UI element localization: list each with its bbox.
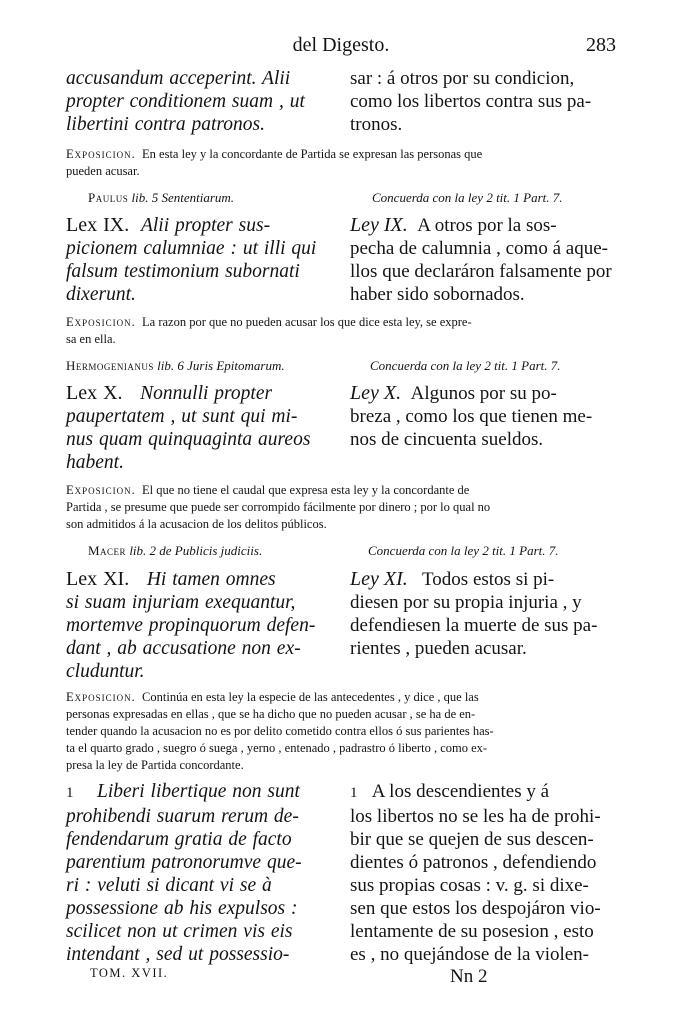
text-line: pueden acusar.: [66, 164, 140, 178]
latin-text-paragraph-1: 1 Liberi libertique non sunt prohibendi suarum rerum de- fendendarum gratia de facto parentium patronorumve que- ri : veluti si dicant vi se à possessione ab his expulsos : scilicet non ut crimen vis eis intendant , sed ut possessio-: [66, 780, 332, 966]
text-line: sen que estos los despojáron vio-: [350, 898, 601, 919]
text-line: intendant , sed ut possessio-: [66, 944, 290, 965]
spanish-text-ley-ix: Ley IX. A otros por la sos- pecha de calumnia , como á aque- llos que declaráron falsamente por haber sido sobornados.: [350, 214, 616, 306]
text-line: breza , como los que tienen me-: [350, 406, 593, 427]
text-line: prohibendi suarum rerum de-: [66, 806, 299, 827]
concordance-note: Concuerda con la ley 2 tit. 1 Part. 7.: [372, 190, 563, 205]
text-line: accusandum acceperint. Alii: [66, 68, 291, 89]
lex-number: Lex XI.: [66, 568, 130, 590]
page-number: 283: [586, 34, 616, 56]
text-line: picionem calumniae : ut illi qui: [66, 238, 317, 259]
text-line: pecha de calumnia , como á aque-: [350, 238, 608, 259]
text-line: La razon por que no pueden acusar los que dice esta ley, se expre-: [142, 315, 472, 329]
exposicion-note: [66, 314, 616, 348]
exposicion-note: [66, 482, 616, 533]
text-line: presa la ley de Partida concordante.: [66, 758, 244, 772]
exposicion-label: Exposicion.: [66, 690, 136, 704]
text-line: son admitidos á la acusacion de los delitos públicos.: [66, 517, 327, 531]
ley-number: Ley XI.: [350, 568, 408, 590]
source-citation: [88, 190, 354, 206]
text-line: bir que se quejen de sus descen-: [350, 829, 594, 850]
spanish-text-ley-xi: Ley XI. Todos estos si pi- diesen por su propia injuria , y defendiesen la muerte de sus pa- rientes , pueden acusar.: [350, 568, 616, 660]
source-author: Macer: [88, 543, 127, 558]
exposicion-label: Exposicion.: [66, 483, 136, 497]
text-line: habent.: [66, 452, 124, 473]
text-line: scilicet non ut crimen vis eis: [66, 921, 293, 942]
text-line: Continúa en esta ley la especie de las antecedentes , y dice , que las: [142, 690, 479, 704]
exposicion-label: Exposicion.: [66, 147, 136, 161]
ley-number: Ley X.: [350, 382, 402, 404]
text-line: dientes ó patronos , defendiendo: [350, 852, 597, 873]
source-work: lib. 6 Juris Epitomarum.: [157, 358, 285, 373]
source-author: Hermogenianus: [66, 358, 154, 373]
text-line: los libertos no se les ha de prohi-: [350, 806, 601, 827]
spanish-text-continuation: [350, 67, 616, 136]
lex-number: Lex IX.: [66, 214, 130, 236]
latin-text-continuation: [66, 67, 332, 136]
exposicion-note: [66, 689, 616, 774]
lex-number: Lex X.: [66, 382, 123, 404]
source-citation: [66, 358, 332, 374]
latin-text-lex-x: Lex X. Nonnulli propter paupertatem , ut sunt qui mi- nus quam quinquaginta aureos habent.: [66, 382, 332, 474]
text-line: ri : veluti si dicant vi se à: [66, 875, 272, 896]
text-line: En esta ley y la concordante de Partida se expresan las personas que: [142, 147, 483, 161]
paragraph-number: 1: [350, 785, 358, 801]
catchword: Nn 2: [450, 966, 488, 987]
ley-number: Ley IX.: [350, 214, 408, 236]
text-line: El que no tiene el caudal que expresa esta ley y la concordante de: [142, 483, 470, 497]
text-line: como los libertos contra sus pa-: [350, 91, 592, 112]
text-line: sa en ella.: [66, 332, 116, 346]
text-line: dixerunt.: [66, 284, 136, 305]
text-line: tronos.: [350, 114, 403, 135]
text-line: paupertatem , ut sunt qui mi-: [66, 406, 298, 427]
text-line: ta el quarto grado , suegro ó suega , yerno , entenado , padrastro ó liberto , como ex-: [66, 741, 488, 755]
text-line: si suam injuriam exequantur,: [66, 592, 296, 613]
running-head: [0, 34, 682, 64]
paragraph-number: 1: [66, 785, 74, 801]
latin-text-lex-ix: Lex IX. Alii propter sus- picionem calumniae : ut illi qui falsum testimonium subornati dixerunt.: [66, 214, 332, 306]
concordance-note: Concuerda con la ley 2 tit. 1 Part. 7.: [370, 358, 561, 373]
source-author: Paulus: [88, 190, 129, 205]
text-line: possessione ab his expulsos :: [66, 898, 298, 919]
text-line: nus quam quinquaginta aureos: [66, 429, 311, 450]
signature-mark: TOM. XVII.: [90, 966, 169, 980]
text-line: diesen por su propia injuria , y: [350, 592, 582, 613]
text-line: propter conditionem suam , ut: [66, 91, 305, 112]
text-line: nos de cincuenta sueldos.: [350, 429, 544, 450]
text-line: rientes , pueden acusar.: [350, 638, 527, 659]
concordance-note: Concuerda con la ley 2 tit. 1 Part. 7.: [368, 543, 559, 558]
text-line: lentamente de su posesion , esto: [350, 921, 594, 942]
text-line: dant , ab accusatione non ex-: [66, 638, 301, 659]
text-line: sar : á otros por su condicion,: [350, 68, 575, 89]
source-citation: [88, 543, 354, 559]
text-line: sus propias cosas : v. g. si dixe-: [350, 875, 589, 896]
text-line: Partida , se presume que puede ser corrompido fácilmente por dinero ; por lo qual no: [66, 500, 491, 514]
spanish-text-ley-x: Ley X. Algunos por su po- breza , como los que tienen me- nos de cincuenta sueldos.: [350, 382, 616, 451]
text-line: llos que declaráron falsamente por: [350, 261, 612, 282]
text-line: defendiesen la muerte de sus pa-: [350, 615, 598, 636]
text-line: fendendarum gratia de facto: [66, 829, 292, 850]
text-line: haber sido sobornados.: [350, 284, 525, 305]
text-line: cluduntur.: [66, 661, 145, 682]
text-line: es , no quejándose de la violen-: [350, 944, 590, 965]
spanish-text-paragraph-1: 1 A los descendientes y á los libertos no se les ha de prohi- bir que se quejen de sus descen- dientes ó patronos , defendiendo sus propias cosas : v. g. si dixe- sen que estos los despojáron vio- lentamente de su posesion , esto es , no quejándose de la violen-: [350, 780, 616, 966]
source-work: lib. 5 Sententiarum.: [131, 190, 235, 205]
exposicion-label: Exposicion.: [66, 315, 136, 329]
text-line: parentium patronorumve que-: [66, 852, 302, 873]
running-title: del Digesto.: [292, 34, 390, 56]
text-line: tender quando la acusacion no es por delito cometido contra ellos ó sus parientes has-: [66, 724, 494, 738]
source-work: lib. 2 de Publicis judiciis.: [129, 543, 263, 558]
text-line: mortemve propinquorum defen-: [66, 615, 316, 636]
text-line: falsum testimonium subornati: [66, 261, 300, 282]
exposicion-note: [66, 146, 616, 180]
latin-text-lex-xi: Lex XI. Hi tamen omnes si suam injuriam exequantur, mortemve propinquorum defen- dant , ab accusatione non ex- cluduntur.: [66, 568, 332, 683]
text-line: libertini contra patronos.: [66, 114, 265, 135]
text-line: personas expresadas en ellas , que se ha dicho que no pueden acusar , se ha de en-: [66, 707, 476, 721]
